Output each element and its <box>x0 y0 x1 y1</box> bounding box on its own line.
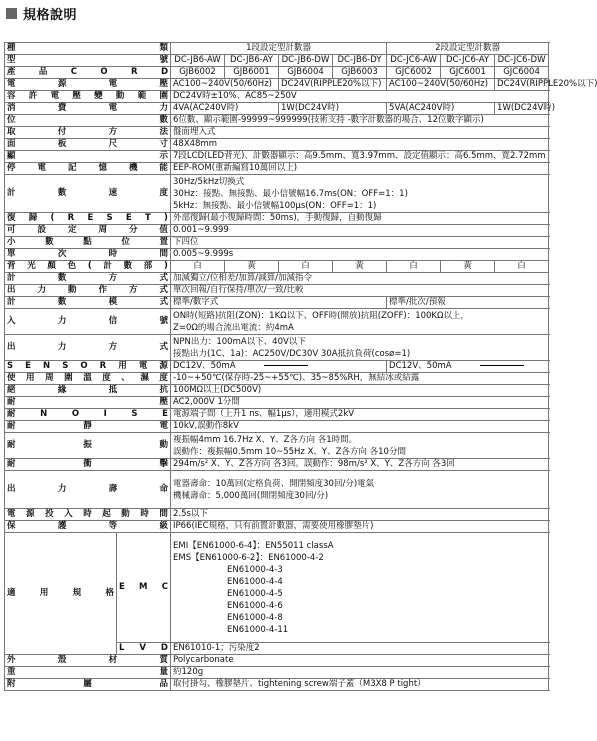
row-label: 使 用 周 圍 溫 度 、 濕 度 <box>5 373 171 385</box>
countmode-2: 標準/批次/預報 <box>387 297 549 309</box>
code-cell: GJB6002 <box>171 67 225 79</box>
scale-value: 0.001~9.999 <box>171 225 549 237</box>
unit-value: 0.005~9.999s <box>171 249 549 261</box>
outmode-value: 單次回報/自行保持/單次/一致/比較 <box>171 285 549 297</box>
model-cell: DC-JB6-DW <box>279 55 333 67</box>
square-bullet-icon <box>6 8 17 19</box>
backlight-cell: 黃 <box>441 261 495 273</box>
row-label: 消 費 電 力 <box>5 103 171 115</box>
sensor-1: DC12V、50mA <box>171 361 387 373</box>
size-value: 48X48mm <box>171 139 549 151</box>
row-label: 單 次 時 間 <box>5 249 171 261</box>
static-value: 10kV,誤動作8kV <box>171 421 549 433</box>
backlight-cell: 白 <box>171 261 225 273</box>
consume-1: 4VA(AC240V時) <box>171 103 279 115</box>
emc-label: E M C <box>117 533 171 643</box>
countmode-1: 標準/數字式 <box>171 297 387 309</box>
code-cell: GJC6001 <box>441 67 495 79</box>
digits-value: 6位數、顯示範圍-99999~999999(技術支持 -數字計數器的場合、12位數字顯示) <box>171 115 549 127</box>
spec-table <box>4 42 597 691</box>
model-cell: DC-JC6-AY <box>441 55 495 67</box>
case-value: Polycarbonate <box>171 655 549 667</box>
power-ac-2: AC100~240V(50/60Hz) <box>387 79 495 91</box>
noise-value: 電源端子間（上升1 ns、幅1µs），適用模式2kV <box>171 409 549 421</box>
row-label: 種 類 <box>5 43 171 55</box>
row-label: 可 設 定 周 分 值 <box>5 225 171 237</box>
backlight-cell: 白 <box>279 261 333 273</box>
consume-4: 1W(DC24V時) <box>495 103 549 115</box>
backlight-cell: 白 <box>387 261 441 273</box>
protect-value: IP66(IEC規格，只有前置計數器，需要使用橡膠墊片) <box>171 521 549 533</box>
row-label: 保 護 等 級 <box>5 521 171 533</box>
row-label: 入 力 信 號 <box>5 309 171 335</box>
lvd-label: L V D <box>117 643 171 655</box>
row-label: 出 力 方 式 <box>5 335 171 361</box>
row-label: 背 光 顏 色 ( 計 數 部 ) <box>5 261 171 273</box>
row-label: 外 殼 材 質 <box>5 655 171 667</box>
row-label: 型 號 <box>5 55 171 67</box>
row-label: 計 數 方 式 <box>5 273 171 285</box>
row-label: 附 屬 品 <box>5 679 171 691</box>
row-label: 電 源 電 壓 <box>5 79 171 91</box>
row-label: 產 品 C O R D <box>5 67 171 79</box>
speed-value: 30Hz/5kHz切換式 30Hz：接點、無接點、最小信號幅16.7ms(ON：OFF=1：1) 5kHz：無接點、最小信號幅100µs(ON：OFF=1：1) <box>171 175 549 213</box>
group-1-header: 1段設定型計數器 <box>171 43 387 55</box>
acc-value: 取付掛勾、橡膠墊片、tightening screw端子蓋（M3X8 P tight） <box>171 679 549 691</box>
model-cell: DC-JB6-AW <box>171 55 225 67</box>
install-value: 盤面埋入式 <box>171 127 549 139</box>
row-label: 停 電 記 憶 機 能 <box>5 163 171 175</box>
row-label: 計 數 速 度 <box>5 175 171 213</box>
weight-value: 約120g <box>171 667 549 679</box>
insul-value: 100MΩ以上(DC500V) <box>171 385 549 397</box>
range-value: DC24V時±10%、AC85~250V <box>171 91 549 103</box>
startup-value: 2.5s以下 <box>171 509 549 521</box>
reset-value: 外部復歸(最小復歸時間：50ms)，手動復歸，自動復歸 <box>171 213 549 225</box>
lvd-value: EN61010-1；污染度2 <box>171 643 549 655</box>
vibration-value: 複振幅4mm 16.7Hz X、Y、Z各方向 各1時間。 誤動作：複振幅0.5mm 10~55Hz X、Y、Z各方向 各10分間 <box>171 433 549 459</box>
row-label: 計 數 模 式 <box>5 297 171 309</box>
shock-value: 294m/s² X、Y、Z各方向 各3回。誤動作：98m/s² X、Y、Z各方向 各3回 <box>171 459 549 471</box>
code-cell: GJB6003 <box>333 67 387 79</box>
model-cell: DC-JB6-DY <box>333 55 387 67</box>
row-label: 出 力 壽 命 <box>5 471 171 509</box>
page-title: 規格說明 <box>23 7 78 23</box>
memory-value: EEP-ROM(重新編寫10萬回以上) <box>171 163 549 175</box>
row-label: 耐 N O I S E <box>5 409 171 421</box>
backlight-cell: 白 <box>495 261 549 273</box>
env-value: -10~+50℃(保存時-25~+55℃)、35~85%RH，無結冰或結露 <box>171 373 549 385</box>
row-label: 電 源 投 入 時 起 動 時 間 <box>5 509 171 521</box>
row-label: 適 用 規 格 <box>5 533 117 655</box>
power-ac-1: AC100~240V(50/60Hz) <box>171 79 279 91</box>
row-label: 顯 示 <box>5 151 171 163</box>
code-cell: GJC6002 <box>387 67 441 79</box>
section-header <box>6 0 77 26</box>
row-label: 容 許 電 壓 變 動 範 圍 <box>5 91 171 103</box>
row-label: 出 力 動 作 方 式 <box>5 285 171 297</box>
model-cell: DC-JC6-DW <box>495 55 549 67</box>
output-value: NPN出力：100mA以下、40V以下 接點出力(1C、1a)：AC250V/DC30V 30A抵抗負荷(cosø=1) <box>171 335 549 361</box>
row-label: 小 數 點 位 置 <box>5 237 171 249</box>
withstand-value: AC2,000V 1分間 <box>171 397 549 409</box>
emc-value: EMI【EN61000-6-4】：EN55011 classA EMS【EN61000-6-2】：EN61000-4-2 EN61000-4-3 EN61000-4-4 EN61000-4-5 EN61000-4-6 EN61000-4-8 EN61000-4-11 <box>171 533 549 643</box>
backlight-cell: 黃 <box>333 261 387 273</box>
row-label: 復 歸 ( R E S E T ) <box>5 213 171 225</box>
decimal-value: 下四位 <box>171 237 549 249</box>
group-2-header: 2段設定型計數器 <box>387 43 549 55</box>
countmode-value: 加減獨立/位相差/加算/減算/加減指令 <box>171 273 549 285</box>
consume-2: 1W(DC24V時) <box>279 103 387 115</box>
model-cell: DC-JC6-AW <box>387 55 441 67</box>
model-cell: DC-JB6-AY <box>225 55 279 67</box>
power-dc-2: DC24V(RIPPLE20%以下) <box>495 79 549 91</box>
code-cell: GJB6004 <box>279 67 333 79</box>
row-label: 耐 振 動 <box>5 433 171 459</box>
backlight-cell: 黃 <box>225 261 279 273</box>
row-label: 耐 靜 電 <box>5 421 171 433</box>
row-label: 位 數 <box>5 115 171 127</box>
input-value: ON時(短路)抗阻(ZON)：1KΩ以下、OFF時(開放)抗阻(ZOFF)：100KΩ以上， Z=0Ω的場合流出電流：約4mA <box>171 309 549 335</box>
row-label: S E N S O R 用 電 源 <box>5 361 171 373</box>
row-label: 面 板 尺 寸 <box>5 139 171 151</box>
row-label: 耐 衝 擊 <box>5 459 171 471</box>
row-label: 絕 緣 抵 抗 <box>5 385 171 397</box>
display-value: 7段LCD(LED背光)、計數器顯示：高9.5mm、寬3.97mm、設定值顯示：高6.5mm、寬2.72mm <box>171 151 549 163</box>
row-label: 耐 壓 <box>5 397 171 409</box>
consume-3: 5VA(AC240V時) <box>387 103 495 115</box>
sensor-2: DC12V、50mA <box>387 361 549 373</box>
life-value: 電器壽命：10萬回(定格負荷、開閉頻度30回/分)電氣 機械壽命：5,000萬回(開閉頻度30回/分) <box>171 471 549 509</box>
code-cell: GJB6001 <box>225 67 279 79</box>
power-dc-1: DC24V(RIPPLE20%以下) <box>279 79 387 91</box>
code-cell: GJC6004 <box>495 67 549 79</box>
row-label: 取 付 方 法 <box>5 127 171 139</box>
row-label: 重 量 <box>5 667 171 679</box>
